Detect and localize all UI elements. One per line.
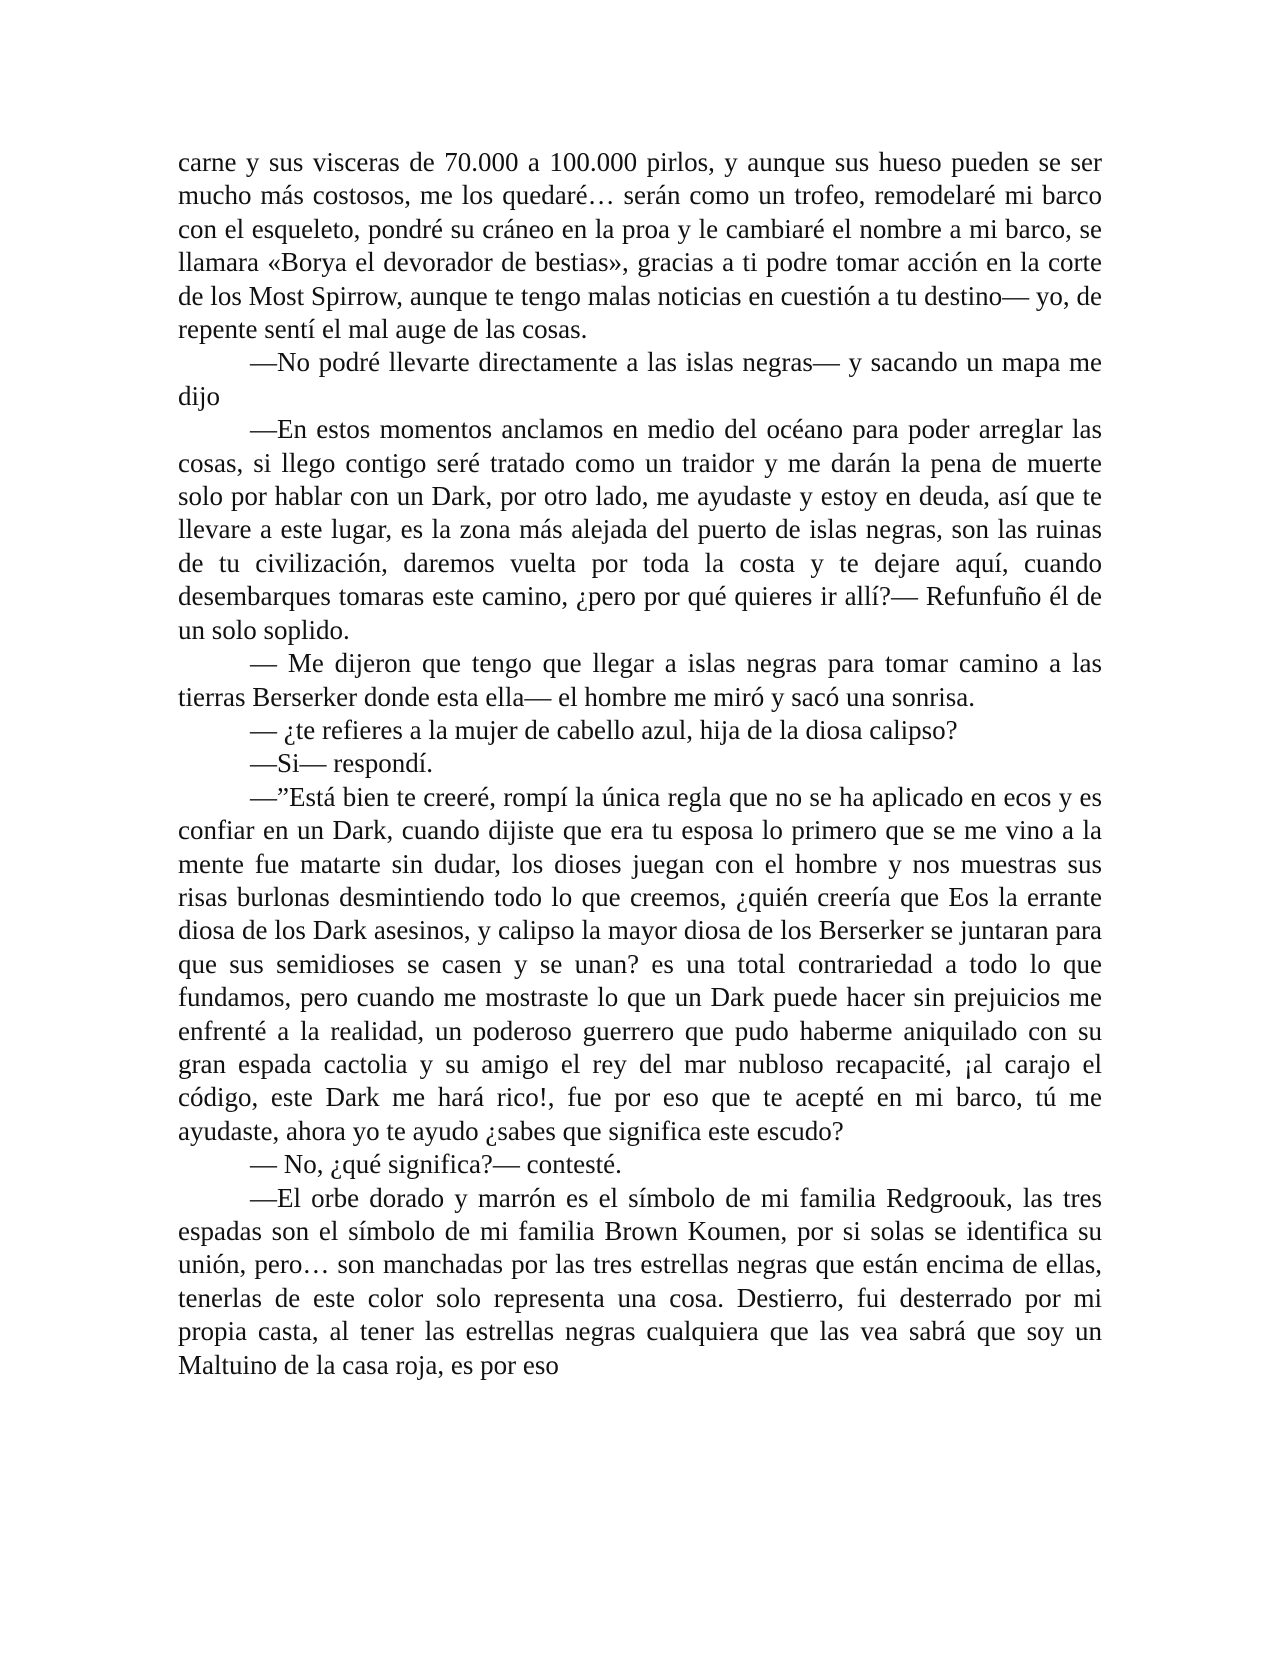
paragraph: — ¿te refieres a la mujer de cabello azul, hija de la diosa calipso? (250, 714, 958, 745)
paragraph: —”Está bien te creeré, rompí la única regla que no se ha aplicado en ecos y es confiar en un Dark, cuando dijiste que era tu esposa lo primero que se me vino a la mente fue matarte sin dudar, los dioses juegan con el hombre y nos muestras sus risas burlonas desmintiendo todo lo que creemos, ¿quién creería que Eos la errante diosa de los Dark asesinos, y calipso la mayor diosa de los Berserker se juntaran para que sus semidioses se casen y se unan? es una total contrariedad a todo lo que fundamos, pero cuando me mostraste lo que un Dark puede hacer sin prejuicios me enfrenté a la realidad, un poderoso guerrero que pudo haberme aniquilado con su gran espada cactolia y su amigo el rey del mar nubloso recapacité, ¡al carajo el código, este Dark me hará rico!, fue por eso que te acepté en mi barco, tú me ayudaste, ahora yo te ayudo ¿sabes que significa este escudo? (178, 781, 1102, 1146)
paragraph: carne y sus visceras de 70.000 a 100.000 pirlos, y aunque sus hueso pueden se ser mucho más costosos, me los quedaré… serán como un trofeo, remodelaré mi barco con el esqueleto, pondré su cráneo en la proa y le cambiaré el nombre a mi barco, se llamara «Borya el devorador de bestias», gracias a ti podre tomar acción en la corte de los Most Spirrow, aunque te tengo malas noticias en cuestión a tu destino— yo, de repente sentí el mal auge de las cosas. (178, 147, 1102, 345)
paragraph: —No podré llevarte directamente a las islas negras— y sacando un mapa me dijo (178, 347, 1102, 411)
document-page (178, 146, 1102, 1382)
paragraph: —En estos momentos anclamos en medio del océano para poder arreglar las cosas, si llego contigo seré tratado como un traidor y me darán la pena de muerte solo por hablar con un Dark, por otro lado, me ayudaste y estoy en deuda, así que te llevare a este lugar, es la zona más alejada del puerto de islas negras, son las ruinas de tu civilización, daremos vuelta por toda la costa y te dejare aquí, cuando desembarques tomaras este camino, ¿pero por qué quieres ir allí?— Refunfuño él de un solo soplido. (178, 414, 1102, 645)
paragraph: — No, ¿qué significa?— contesté. (250, 1149, 622, 1180)
paragraph: —Si— respondí. (250, 748, 434, 779)
paragraph: — Me dijeron que tengo que llegar a islas negras para tomar camino a las tierras Berserker donde esta ella— el hombre me miró y sacó una sonrisa. (178, 648, 1102, 712)
paragraph: —El orbe dorado y marrón es el símbolo de mi familia Redgroouk, las tres espadas son el símbolo de mi familia Brown Koumen, por si solas se identifica su unión, pero… son manchadas por las tres estrellas negras que están encima de ellas, tenerlas de este color solo representa una cosa. Destierro, fui desterrado por mi propia casta, al tener las estrellas negras cualquiera que las vea sabrá que soy un Maltuino de la casa roja, es por eso (178, 1182, 1102, 1380)
